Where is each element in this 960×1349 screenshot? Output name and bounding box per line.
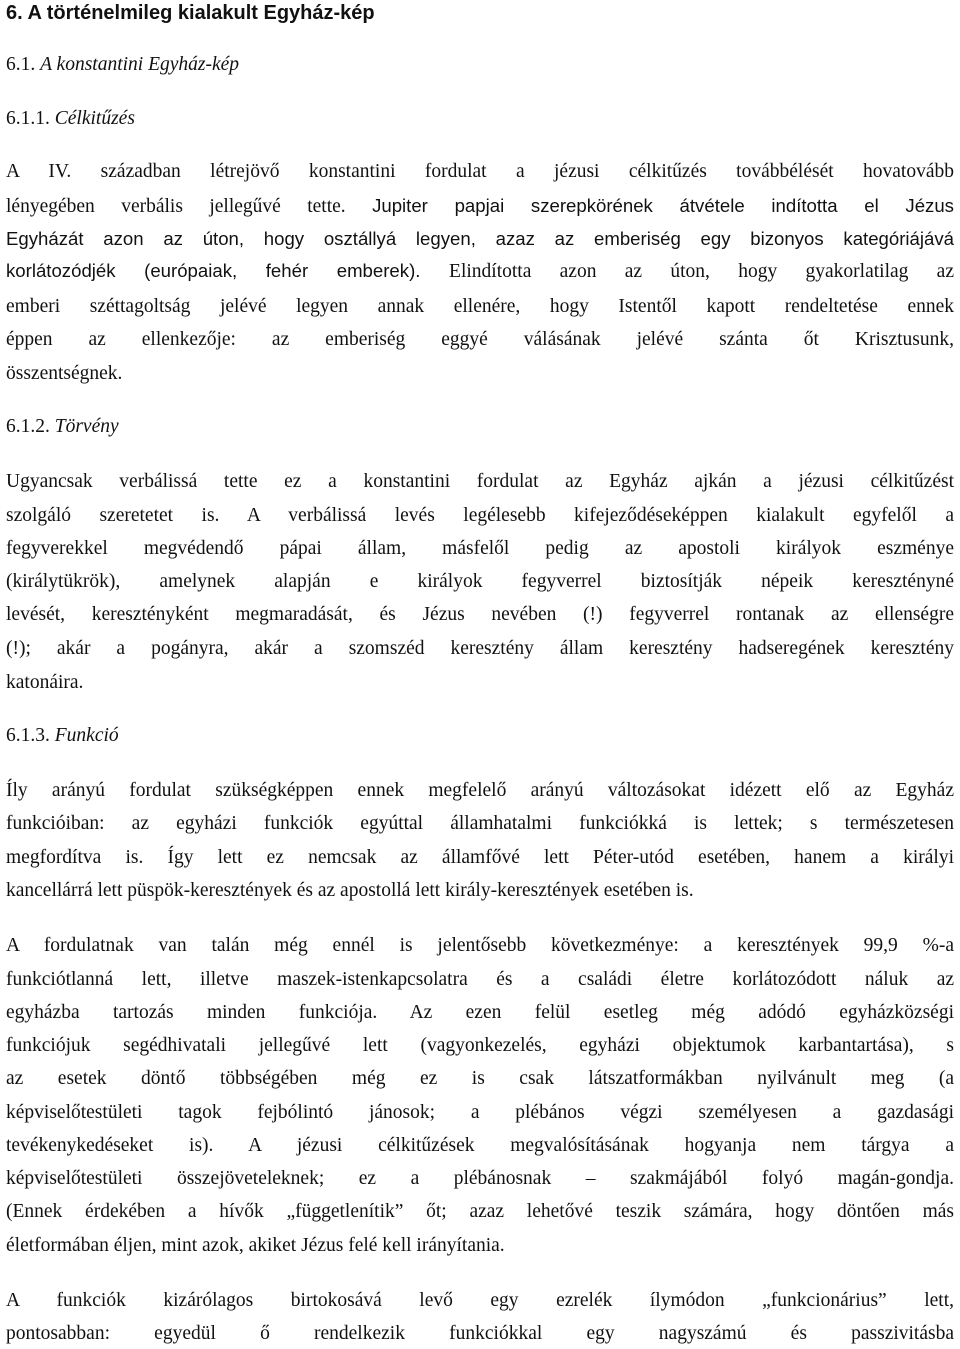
subsection-number: 6.1.3. [6, 725, 55, 746]
subsection-number: 6.1.2. [6, 416, 55, 437]
paragraph-line: tevékenykedéseket is). A jézusi célkitűzések megvalósításának hogyanja nem tárgya a [6, 1135, 954, 1156]
subsection-number: 6.1.1. [6, 108, 55, 129]
paragraph-line: A IV. században létrejövő konstantini fordulat a jézusi célkitűzés továbbélését hovatovább [6, 161, 954, 182]
subsection-title: Törvény [54, 416, 119, 437]
paragraph-line: az esetek döntő többségében még ez is csak látszatformákban nyilvánult meg (a [6, 1068, 954, 1089]
paragraph-line: funkciójuk segédhivatali jellegűvé lett (vagyonkezelés, egyházi objektumok karbantartása), s [6, 1035, 954, 1056]
paragraph-line: fegyverekkel megvédendő pápai állam, másfelől pedig az apostoli királyok eszménye [6, 538, 954, 559]
section-number: 6.1. [6, 54, 41, 75]
paragraph-line: képviselőtestületi tagok fejbólintó jánosok; a plébános végzi személyesen a gazdasági [6, 1102, 954, 1123]
paragraph-line: Ugyancsak verbálissá tette ez a konstantini fordulat az Egyház ajkán a jézusi célkitűzést [6, 471, 954, 492]
paragraph-line: katonáira. [6, 672, 84, 693]
section-heading-6-1 [6, 52, 954, 78]
section-title: A konstantini Egyház-kép [40, 54, 240, 75]
paragraph-line: funkcióiban: az egyházi funkciók egyúttal államhatalmi funkciókká is lettek; s természetesen [6, 813, 954, 834]
paragraph-line: összentségnek. [6, 363, 123, 384]
paragraph-line: kancellárrá lett püspök-keresztények és az apostollá lett király-keresztények esetében is. [6, 880, 694, 901]
paragraph-line: A funkciók kizárólagos birtokosává levő egy ezrelék ílymódon „funkcionárius” lett, [6, 1290, 954, 1311]
paragraph-line: levését, keresztényként megmaradását, és Jézus nevében (!) fegyverrel rontanak az ellenségre [6, 604, 954, 625]
paragraph-line: megfordítva is. Így lett ez nemcsak az államfővé lett Péter-utód esetében, hanem a királyi [6, 847, 954, 868]
subsection-heading-6-1-1 [6, 106, 954, 132]
paragraph-line: (!); akár a pogányra, akár a szomszéd keresztény állam keresztény hadseregének keresztény [6, 638, 954, 659]
paragraph-line: A fordulatnak van talán még ennél is jelentősebb következménye: a keresztények 99,9 %-a [6, 935, 954, 956]
paragraph-line: funkciótlanná lett, illetve maszek-istenkapcsolatra és a családi életre korlátozódott náluk az [6, 969, 954, 990]
subsection-heading-6-1-2 [6, 414, 954, 440]
paragraph-line: (királytükrök), amelynek alapján e királyok fegyverrel biztosítják népeik keresztényné [6, 571, 954, 592]
paragraph-line: képviselőtestületi összejöveteleknek; ez a plébánosnak – szakmájából folyó magán-gondja. [6, 1168, 954, 1189]
paragraph-line: lényegében verbális jellegűvé tette. Jupiter papjai szerepkörének átvétele indította el Jézus [6, 195, 954, 217]
paragraph-line: emberi széttagoltság jelévé legyen annak ellenére, hogy Istentől kapott rendeltetése ennek [6, 296, 954, 317]
paragraph-line: egyházba tartozás minden funkciója. Az ezen felül esetleg még adódó egyházközségi [6, 1002, 954, 1023]
paragraph-line: Egyházát azon az úton, hogy osztállyá legyen, azaz az emberiség egy bizonyos kategóriájává [6, 228, 954, 249]
paragraph-line: szolgáló szeretetet is. A verbálissá levés legélesebb kifejeződéseképpen kialakult egyfelől a [6, 505, 954, 526]
chapter-heading: 6. A történelmileg kialakult Egyház-kép [6, 2, 375, 24]
subsection-title: Funkció [54, 725, 119, 746]
paragraph-line: korlátozódjék (európaiak, fehér emberek). Elindította azon az úton, hogy gyakorlatilag az [6, 260, 954, 282]
paragraph-line: életformában éljen, mint azok, akiket Jézus felé kell irányítania. [6, 1235, 505, 1256]
paragraph-line: pontosabban: egyedül ő rendelkezik funkciókkal egy nagyszámú és passzivitásba [6, 1323, 954, 1344]
paragraph-line: Íly arányú fordulat szükségképpen ennek megfelelő arányú változásokat idézett elő az Egyház [6, 780, 954, 801]
subsection-heading-6-1-3 [6, 723, 954, 749]
paragraph-line: éppen az ellenkezője: az emberiség eggyé válásának jelévé szánta őt Krisztusunk, [6, 329, 954, 350]
paragraph-line: (Ennek érdekében a hívők „függetlenítik” őt; azaz lehetővé teszik számára, hogy döntően más [6, 1201, 954, 1222]
subsection-title: Célkitűzés [54, 108, 135, 129]
